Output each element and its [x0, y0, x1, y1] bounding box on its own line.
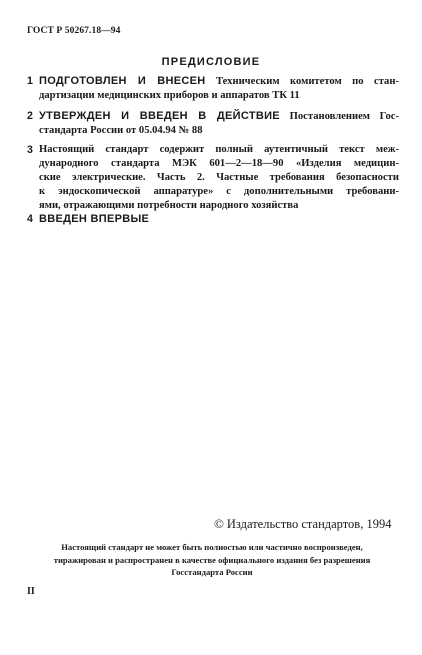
notice-line: Настоящий стандарт не может быть полностью или частично воспроизведен,: [61, 542, 363, 552]
foreword-item-1: [27, 74, 399, 103]
copyright-icon: ©: [214, 516, 224, 531]
item-line: дартизации медицинских приборов и аппаратов ТК 11: [39, 90, 300, 101]
item-line-text: Техническим комитетом по стан-: [205, 76, 399, 87]
item-number: 1: [27, 75, 33, 87]
item-body: [39, 212, 399, 227]
item-line: к эндоскопической аппаратуре» с дополнительными требовани-: [39, 186, 399, 197]
foreword-item-2: [27, 109, 399, 138]
notice-line: тиражирован и распространен в качестве официального издания без разрешения: [53, 554, 371, 565]
section-title: ПРЕДИСЛОВИЕ: [161, 56, 261, 68]
item-body: [39, 143, 399, 213]
copyright-text: Издательство стандартов, 1994: [226, 517, 392, 531]
item-lead: ПОДГОТОВЛЕН И ВНЕСЕН: [39, 75, 206, 87]
item-body: [39, 74, 399, 103]
item-line: дународного стандарта МЭК 601—2—18—90 «Изделия медицин-: [39, 158, 399, 169]
item-line-text: Постановлением Гос-: [279, 111, 399, 122]
copyright-line: [214, 516, 391, 532]
item-line: ями, отражающими потребности народного хозяйства: [39, 200, 299, 211]
item-line: [39, 74, 399, 89]
item-line: стандарта России от 05.04.94 № 88: [39, 125, 203, 136]
item-lead: УТВЕРЖДЕН И ВВЕДЕН В ДЕЙСТВИЕ: [39, 110, 280, 122]
foreword-item-3: [27, 143, 399, 213]
item-line: Настоящий стандарт содержит полный аутентичный текст меж-: [39, 144, 399, 155]
item-lead: ВВЕДЕН ВПЕРВЫЕ: [39, 213, 150, 225]
page-number: II: [27, 586, 35, 597]
item-number: 2: [27, 110, 33, 122]
item-line: ские электрические. Часть 2. Частные требования безопасности: [39, 172, 399, 183]
item-number: 4: [27, 213, 33, 225]
item-body: [39, 109, 399, 138]
notice-line: Госстандарта России: [171, 567, 253, 577]
item-line: [39, 109, 399, 124]
item-number: 3: [27, 144, 33, 156]
reproduction-notice: [27, 541, 397, 579]
document-code: ГОСТ Р 50267.18—94: [27, 26, 121, 36]
foreword-item-4: [27, 212, 399, 227]
